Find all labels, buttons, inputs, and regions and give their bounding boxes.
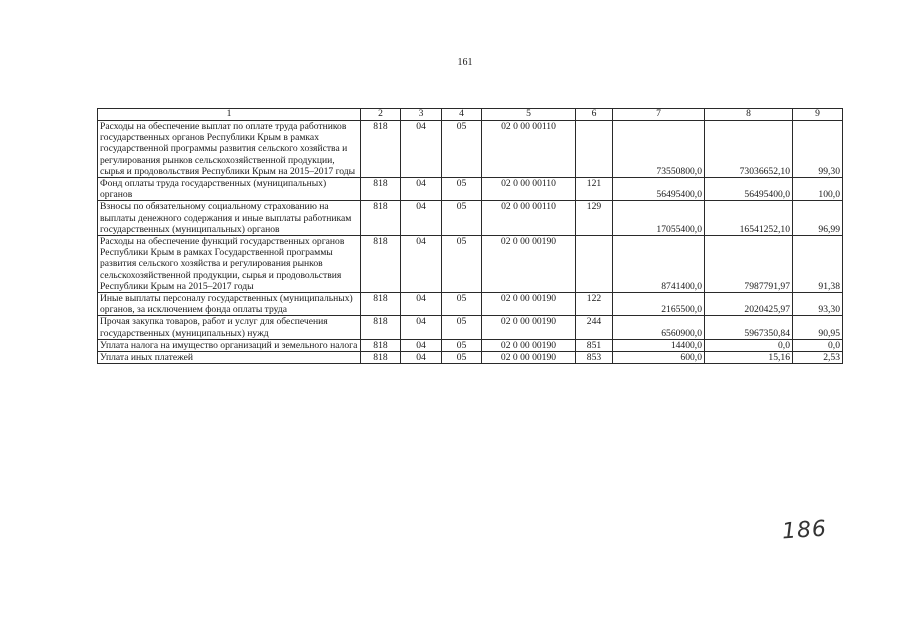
column-header: 9 (793, 109, 843, 121)
cell-section: 04 (401, 201, 442, 236)
cell-target: 02 0 00 00110 (482, 201, 576, 236)
cell-actual: 0,0 (705, 339, 793, 351)
cell-target: 02 0 00 00190 (482, 236, 576, 293)
table-row (98, 236, 843, 293)
row-name: Взносы по обязательному социальному страхованию на выплаты денежного содержания и иные выплаты работникам государственных (муниципальных) органов (98, 201, 361, 236)
cell-plan: 17055400,0 (613, 201, 705, 236)
cell-type (576, 121, 613, 178)
cell-code: 818 (361, 201, 401, 236)
cell-type: 129 (576, 201, 613, 236)
cell-type: 122 (576, 293, 613, 316)
cell-target: 02 0 00 00190 (482, 316, 576, 339)
cell-plan: 73550800,0 (613, 121, 705, 178)
cell-percent: 99,30 (793, 121, 843, 178)
cell-plan: 14400,0 (613, 339, 705, 351)
page-number: 161 (457, 57, 473, 68)
table-row (98, 352, 843, 364)
cell-section: 04 (401, 178, 442, 201)
cell-percent: 0,0 (793, 339, 843, 351)
table-row (98, 201, 843, 236)
column-header: 6 (576, 109, 613, 121)
cell-actual: 16541252,10 (705, 201, 793, 236)
column-header: 1 (98, 109, 361, 121)
cell-percent: 91,38 (793, 236, 843, 293)
cell-code: 818 (361, 352, 401, 364)
cell-type: 121 (576, 178, 613, 201)
row-name: Расходы на обеспечение выплат по оплате труда работников государственных органов Республики Крым в рамках государственной программы развития сельского хозяйства и регулирования рынков сельскохозяйственной продукции, сырья и продовольствия Республики Крым на 2015–2017 годы (98, 121, 361, 178)
cell-percent: 2,53 (793, 352, 843, 364)
cell-subsection: 05 (442, 339, 482, 351)
cell-actual: 73036652,10 (705, 121, 793, 178)
cell-actual: 7987791,97 (705, 236, 793, 293)
cell-target: 02 0 00 00190 (482, 352, 576, 364)
cell-subsection: 05 (442, 316, 482, 339)
column-header: 7 (613, 109, 705, 121)
cell-target: 02 0 00 00110 (482, 178, 576, 201)
cell-code: 818 (361, 121, 401, 178)
cell-section: 04 (401, 339, 442, 351)
cell-percent: 96,99 (793, 201, 843, 236)
table-row (98, 121, 843, 178)
cell-subsection: 05 (442, 201, 482, 236)
cell-percent: 90,95 (793, 316, 843, 339)
cell-subsection: 05 (442, 293, 482, 316)
column-header: 3 (401, 109, 442, 121)
row-name: Уплата налога на имущество организаций и земельного налога (98, 339, 361, 351)
table-row (98, 339, 843, 351)
cell-target: 02 0 00 00190 (482, 339, 576, 351)
budget-table (97, 108, 843, 364)
cell-plan: 56495400,0 (613, 178, 705, 201)
cell-percent: 93,30 (793, 293, 843, 316)
header-row (98, 109, 843, 121)
cell-actual: 15,16 (705, 352, 793, 364)
column-header: 5 (482, 109, 576, 121)
cell-actual: 2020425,97 (705, 293, 793, 316)
table-row (98, 293, 843, 316)
cell-subsection: 05 (442, 178, 482, 201)
table-row (98, 178, 843, 201)
cell-plan: 6560900,0 (613, 316, 705, 339)
cell-actual: 56495400,0 (705, 178, 793, 201)
row-name: Прочая закупка товаров, работ и услуг для обеспечения государственных (муниципальных) нужд (98, 316, 361, 339)
handwritten-page-number: 186 (781, 516, 828, 545)
column-header: 4 (442, 109, 482, 121)
cell-section: 04 (401, 316, 442, 339)
cell-actual: 5967350,84 (705, 316, 793, 339)
cell-type: 853 (576, 352, 613, 364)
cell-plan: 600,0 (613, 352, 705, 364)
cell-code: 818 (361, 339, 401, 351)
cell-target: 02 0 00 00190 (482, 293, 576, 316)
table-row (98, 316, 843, 339)
cell-subsection: 05 (442, 236, 482, 293)
cell-code: 818 (361, 236, 401, 293)
cell-section: 04 (401, 121, 442, 178)
row-name: Расходы на обеспечение функций государственных органов Республики Крым в рамках Государственной программы развития сельского хозяйства и регулирования рынков сельскохозяйственной продукции, сырья и продовольствия Республики Крым на 2015–2017 годы (98, 236, 361, 293)
column-header: 2 (361, 109, 401, 121)
cell-type (576, 236, 613, 293)
cell-section: 04 (401, 236, 442, 293)
cell-plan: 2165500,0 (613, 293, 705, 316)
cell-type: 244 (576, 316, 613, 339)
cell-code: 818 (361, 316, 401, 339)
cell-code: 818 (361, 178, 401, 201)
cell-percent: 100,0 (793, 178, 843, 201)
cell-type: 851 (576, 339, 613, 351)
row-name: Уплата иных платежей (98, 352, 361, 364)
cell-subsection: 05 (442, 121, 482, 178)
cell-section: 04 (401, 293, 442, 316)
cell-section: 04 (401, 352, 442, 364)
row-name: Иные выплаты персоналу государственных (муниципальных) органов, за исключением фонда оплаты труда (98, 293, 361, 316)
column-header: 8 (705, 109, 793, 121)
cell-plan: 8741400,0 (613, 236, 705, 293)
row-name: Фонд оплаты труда государственных (муниципальных) органов (98, 178, 361, 201)
cell-subsection: 05 (442, 352, 482, 364)
cell-target: 02 0 00 00110 (482, 121, 576, 178)
cell-code: 818 (361, 293, 401, 316)
